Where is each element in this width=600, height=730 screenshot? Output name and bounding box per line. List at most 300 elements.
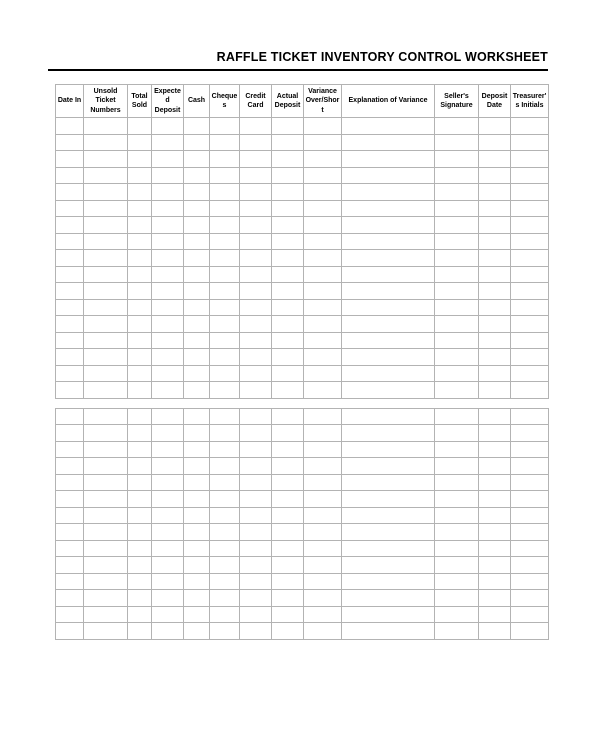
table-cell <box>435 425 479 442</box>
table-cell <box>210 332 240 349</box>
table-cell <box>84 540 128 557</box>
table-cell <box>435 382 479 399</box>
table-cell <box>272 573 304 590</box>
table-cell <box>84 118 128 135</box>
table-row <box>56 441 549 458</box>
table-cell <box>511 167 549 184</box>
table-cell <box>84 573 128 590</box>
table-cell <box>479 408 511 425</box>
table-cell <box>210 299 240 316</box>
table-cell <box>304 540 342 557</box>
table-cell <box>210 184 240 201</box>
table-cell <box>511 266 549 283</box>
table-cell <box>210 118 240 135</box>
table-cell <box>84 184 128 201</box>
table-cell <box>128 332 152 349</box>
table-cell <box>435 167 479 184</box>
table-cell <box>56 266 84 283</box>
table-cell <box>479 316 511 333</box>
table-cell <box>56 151 84 168</box>
table-cell <box>184 266 210 283</box>
table-cell <box>435 266 479 283</box>
table-cell <box>272 283 304 300</box>
table-cell <box>511 365 549 382</box>
table-cell <box>272 233 304 250</box>
table-cell <box>56 425 84 442</box>
table-cell <box>210 458 240 475</box>
table-cell <box>511 134 549 151</box>
table-cell <box>240 250 272 267</box>
table-cell <box>184 250 210 267</box>
table-cell <box>128 507 152 524</box>
table-cell <box>272 151 304 168</box>
table-cell <box>511 316 549 333</box>
table-cell <box>342 590 435 607</box>
table-cell <box>128 316 152 333</box>
table-cell <box>152 573 184 590</box>
table-cell <box>511 349 549 366</box>
table-cell <box>184 382 210 399</box>
table-cell <box>342 606 435 623</box>
table-cell <box>240 332 272 349</box>
table-cell <box>240 606 272 623</box>
table-cell <box>240 382 272 399</box>
table-cell <box>84 250 128 267</box>
table-cell <box>128 491 152 508</box>
table-cell <box>240 167 272 184</box>
table-cell <box>128 365 152 382</box>
table-cell <box>342 491 435 508</box>
table-cell <box>240 349 272 366</box>
table-row <box>56 365 549 382</box>
table-cell <box>304 507 342 524</box>
table-cell <box>240 266 272 283</box>
table-cell <box>435 250 479 267</box>
table-cell <box>152 118 184 135</box>
table-row <box>56 250 549 267</box>
table-cell <box>152 266 184 283</box>
table-cell <box>240 491 272 508</box>
table-cell <box>184 151 210 168</box>
table-cell <box>128 458 152 475</box>
table-cell <box>210 573 240 590</box>
table-row <box>56 184 549 201</box>
table-cell <box>272 606 304 623</box>
table-row <box>56 425 549 442</box>
table-cell <box>128 134 152 151</box>
table-cell <box>435 200 479 217</box>
table-cell <box>128 441 152 458</box>
table-cell <box>152 349 184 366</box>
table-cell <box>84 590 128 607</box>
table-cell <box>479 606 511 623</box>
table-cell <box>128 474 152 491</box>
table-cell <box>342 332 435 349</box>
table-cell <box>84 266 128 283</box>
table-cell <box>184 441 210 458</box>
table-cell <box>128 590 152 607</box>
table-cell <box>479 458 511 475</box>
table-row <box>56 134 549 151</box>
table-row <box>56 167 549 184</box>
table-cell <box>435 507 479 524</box>
column-header: Expected Deposit <box>152 85 184 118</box>
table-cell <box>184 623 210 640</box>
table-cell <box>272 623 304 640</box>
table-cell <box>479 540 511 557</box>
table-cell <box>240 299 272 316</box>
table-cell <box>479 184 511 201</box>
table-cell <box>152 365 184 382</box>
table-cell <box>435 458 479 475</box>
table-cell <box>479 167 511 184</box>
table-cell <box>342 623 435 640</box>
table-cell <box>152 233 184 250</box>
table-cell <box>511 233 549 250</box>
table-cell <box>152 474 184 491</box>
table-row <box>56 524 549 541</box>
table-cell <box>272 365 304 382</box>
table-cell <box>84 316 128 333</box>
table-cell <box>152 458 184 475</box>
inventory-table-section-2 <box>55 408 549 640</box>
table-cell <box>84 408 128 425</box>
table-cell <box>184 365 210 382</box>
column-header: Deposit Date <box>479 85 511 118</box>
table-cell <box>479 524 511 541</box>
table-cell <box>479 507 511 524</box>
table-cell <box>84 524 128 541</box>
table-cell <box>240 507 272 524</box>
column-header: Explanation of Variance <box>342 85 435 118</box>
table-cell <box>435 573 479 590</box>
table-row <box>56 382 549 399</box>
table-cell <box>342 365 435 382</box>
table-cell <box>304 382 342 399</box>
table-cell <box>84 441 128 458</box>
table-cell <box>210 441 240 458</box>
table-cell <box>435 134 479 151</box>
table-cell <box>435 283 479 300</box>
table-cell <box>272 458 304 475</box>
table-cell <box>479 382 511 399</box>
table-cell <box>152 299 184 316</box>
table-cell <box>511 606 549 623</box>
table-cell <box>304 349 342 366</box>
table-cell <box>435 349 479 366</box>
table-cell <box>435 233 479 250</box>
table-cell <box>511 382 549 399</box>
table-cell <box>152 184 184 201</box>
table-cell <box>272 332 304 349</box>
table-cell <box>240 233 272 250</box>
table-cell <box>511 332 549 349</box>
table-cell <box>56 184 84 201</box>
table-cell <box>210 200 240 217</box>
table-cell <box>240 118 272 135</box>
table-cell <box>304 167 342 184</box>
table-cell <box>210 250 240 267</box>
table-cell <box>342 283 435 300</box>
table-cell <box>304 217 342 234</box>
table-cell <box>56 365 84 382</box>
table-cell <box>342 266 435 283</box>
table-cell <box>304 557 342 574</box>
table-cell <box>210 491 240 508</box>
table-cell <box>210 316 240 333</box>
table-cell <box>152 557 184 574</box>
table-cell <box>272 134 304 151</box>
table-row <box>56 458 549 475</box>
table-cell <box>435 332 479 349</box>
table-cell <box>56 316 84 333</box>
table-cell <box>511 573 549 590</box>
table-cell <box>128 217 152 234</box>
table-cell <box>210 233 240 250</box>
table-cell <box>56 573 84 590</box>
table-cell <box>240 151 272 168</box>
table-cell <box>272 167 304 184</box>
table-cell <box>304 491 342 508</box>
table-cell <box>128 167 152 184</box>
table-cell <box>511 540 549 557</box>
table-cell <box>152 316 184 333</box>
table-cell <box>304 425 342 442</box>
table-cell <box>56 606 84 623</box>
table-cell <box>479 332 511 349</box>
column-header: Date In <box>56 85 84 118</box>
table-cell <box>184 283 210 300</box>
table-cell <box>304 524 342 541</box>
table-cell <box>272 299 304 316</box>
table-cell <box>210 266 240 283</box>
table-cell <box>184 606 210 623</box>
table-cell <box>184 184 210 201</box>
table-row <box>56 408 549 425</box>
table-cell <box>184 332 210 349</box>
table-cell <box>84 167 128 184</box>
table-cell <box>511 250 549 267</box>
table-cell <box>152 441 184 458</box>
table-cell <box>210 507 240 524</box>
table-cell <box>152 382 184 399</box>
table-cell <box>304 606 342 623</box>
table-cell <box>152 408 184 425</box>
table-cell <box>210 540 240 557</box>
table-cell <box>240 200 272 217</box>
table-cell <box>272 507 304 524</box>
table-cell <box>342 382 435 399</box>
table-cell <box>272 524 304 541</box>
table-cell <box>184 540 210 557</box>
table-cell <box>511 200 549 217</box>
table-row <box>56 474 549 491</box>
table-cell <box>184 316 210 333</box>
table-cell <box>84 382 128 399</box>
table-cell <box>304 316 342 333</box>
table-cell <box>272 200 304 217</box>
table-cell <box>272 184 304 201</box>
table-cell <box>479 349 511 366</box>
table-cell <box>240 623 272 640</box>
table-cell <box>272 382 304 399</box>
table-cell <box>240 590 272 607</box>
table-cell <box>511 283 549 300</box>
table-cell <box>210 134 240 151</box>
table-cell <box>128 524 152 541</box>
table-cell <box>240 217 272 234</box>
table-cell <box>304 118 342 135</box>
table-cell <box>511 299 549 316</box>
table-cell <box>435 151 479 168</box>
table-cell <box>304 184 342 201</box>
table-cell <box>342 425 435 442</box>
table-cell <box>184 233 210 250</box>
table-cell <box>511 590 549 607</box>
table-cell <box>435 217 479 234</box>
table-cell <box>511 507 549 524</box>
table-cell <box>479 441 511 458</box>
table-cell <box>479 623 511 640</box>
table-cell <box>128 573 152 590</box>
table-cell <box>128 233 152 250</box>
table-cell <box>152 590 184 607</box>
table-cell <box>210 557 240 574</box>
column-header: Total Sold <box>128 85 152 118</box>
table-cell <box>152 606 184 623</box>
table-cell <box>56 524 84 541</box>
table-cell <box>56 349 84 366</box>
table-row <box>56 316 549 333</box>
table-cell <box>128 606 152 623</box>
table-cell <box>184 134 210 151</box>
table-cell <box>342 316 435 333</box>
table-cell <box>304 151 342 168</box>
table-cell <box>342 507 435 524</box>
table-cell <box>184 524 210 541</box>
table-cell <box>56 441 84 458</box>
table-cell <box>84 507 128 524</box>
table-cell <box>84 623 128 640</box>
table-cell <box>210 365 240 382</box>
inventory-table-section-1 <box>55 84 549 399</box>
table-row <box>56 283 549 300</box>
table-cell <box>511 474 549 491</box>
column-header: Treasurer's Initials <box>511 85 549 118</box>
table-cell <box>210 590 240 607</box>
table-cell <box>152 623 184 640</box>
table-cell <box>479 233 511 250</box>
column-header: Seller's Signature <box>435 85 479 118</box>
table-cell <box>304 573 342 590</box>
table-cell <box>56 382 84 399</box>
table-cell <box>152 507 184 524</box>
column-header: Actual Deposit <box>272 85 304 118</box>
table-cell <box>56 590 84 607</box>
table-cell <box>128 299 152 316</box>
table-cell <box>342 573 435 590</box>
table-cell <box>56 283 84 300</box>
table-cell <box>84 151 128 168</box>
table-cell <box>511 425 549 442</box>
table-row <box>56 217 549 234</box>
column-header: Unsold Ticket Numbers <box>84 85 128 118</box>
table-cell <box>479 365 511 382</box>
table-cell <box>184 491 210 508</box>
table-cell <box>210 167 240 184</box>
table-cell <box>240 184 272 201</box>
table-cell <box>152 151 184 168</box>
table-header-row <box>56 85 549 118</box>
table-cell <box>128 557 152 574</box>
table-cell <box>272 590 304 607</box>
table-cell <box>84 134 128 151</box>
table-cell <box>479 283 511 300</box>
table-cell <box>240 425 272 442</box>
table-cell <box>210 349 240 366</box>
table-cell <box>84 299 128 316</box>
table-cell <box>152 524 184 541</box>
table-cell <box>272 250 304 267</box>
table-cell <box>152 332 184 349</box>
table-cell <box>479 425 511 442</box>
table-row <box>56 590 549 607</box>
table-cell <box>184 458 210 475</box>
table-cell <box>342 408 435 425</box>
table-row <box>56 491 549 508</box>
table-cell <box>56 474 84 491</box>
table-cell <box>272 425 304 442</box>
table-cell <box>435 590 479 607</box>
column-header: Cash <box>184 85 210 118</box>
table-cell <box>84 491 128 508</box>
table-cell <box>272 557 304 574</box>
table-cell <box>435 365 479 382</box>
table-cell <box>342 167 435 184</box>
table-cell <box>84 425 128 442</box>
table-cell <box>435 474 479 491</box>
table-cell <box>240 365 272 382</box>
table-cell <box>240 540 272 557</box>
table-cell <box>128 283 152 300</box>
table-cell <box>435 299 479 316</box>
table-cell <box>210 382 240 399</box>
table-cell <box>304 365 342 382</box>
table-cell <box>84 349 128 366</box>
table-cell <box>240 283 272 300</box>
table-cell <box>56 134 84 151</box>
table-cell <box>304 283 342 300</box>
table-row <box>56 623 549 640</box>
table-cell <box>272 118 304 135</box>
table-cell <box>342 349 435 366</box>
table-cell <box>272 408 304 425</box>
table-cell <box>84 332 128 349</box>
table-cell <box>56 118 84 135</box>
table-cell <box>152 540 184 557</box>
table-cell <box>56 217 84 234</box>
table-cell <box>84 606 128 623</box>
table-cell <box>304 233 342 250</box>
table-cell <box>84 200 128 217</box>
table-cell <box>511 557 549 574</box>
table-cell <box>479 590 511 607</box>
table-cell <box>342 151 435 168</box>
table-cell <box>272 266 304 283</box>
title-rule <box>48 69 548 71</box>
table-cell <box>128 151 152 168</box>
table-cell <box>342 299 435 316</box>
